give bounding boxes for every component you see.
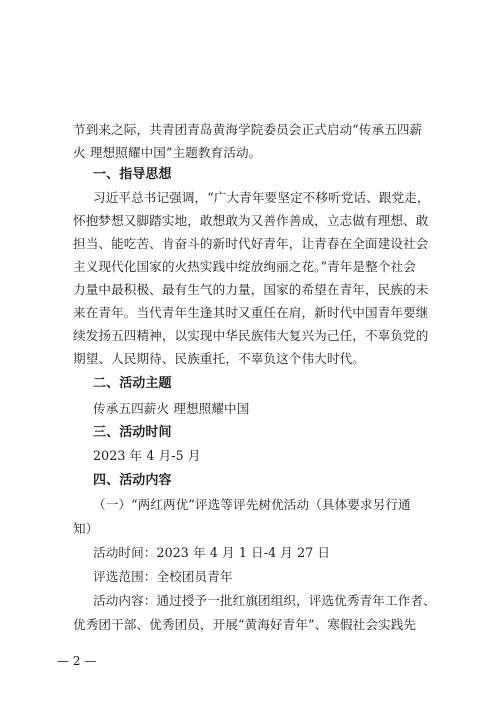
section-4-heading: 四、活动内容 xyxy=(93,473,172,488)
subsection-1-line-2: 知） xyxy=(73,521,99,536)
activity-theme-text: 传承五四薪火 理想照耀中国 xyxy=(93,401,250,416)
section-2-heading: 二、活动主题 xyxy=(93,376,172,391)
section-1-heading: 一、指导思想 xyxy=(93,167,172,182)
activity-content-line-2: 优秀团干部、优秀团员，开展“黄海好青年”、寒假社会实践先 xyxy=(73,617,417,632)
page-number: — 2 — xyxy=(57,654,97,668)
section-3-heading: 三、活动时间 xyxy=(93,425,172,440)
selection-scope-line: 评选范围：全校团员青年 xyxy=(93,569,233,584)
intro-line-2: 火 理想照耀中国”主题教育活动。 xyxy=(73,145,262,160)
section-1-line-8: 期望、人民期待、民族重托，不辜负这个伟大时代。 xyxy=(73,351,365,366)
section-1-line-2: 怀抱梦想又脚踏实地，敢想敢为又善作善成，立志做有理想、敢 xyxy=(73,213,429,228)
section-1-line-3: 担当、能吃苦、肯奋斗的新时代好青年，让青春在全面建设社会 xyxy=(73,236,429,251)
intro-line-1: 节到来之际，共青团青岛黄海学院委员会正式启动“传承五四薪 xyxy=(73,122,423,137)
activity-content-line-1: 活动内容：通过授予一批红旗团组织，评选优秀青年工作者、 xyxy=(93,593,436,608)
section-1-line-1: 习近平总书记强调，“广大青年要坚定不移听党话、跟党走， xyxy=(93,190,430,205)
section-1-line-7: 续发扬五四精神，以实现中华民族伟大复兴为己任，不辜负党的 xyxy=(73,328,429,343)
section-1-line-5: 力量中最积极、最有生气的力量，国家的希望在青年，民族的未 xyxy=(73,282,429,297)
section-1-line-4: 主义现代化国家的火热实践中绽放绚丽之花。”青年是整个社会 xyxy=(73,259,416,274)
subsection-1-line-1: （一）“两红两优”评选等评先树优活动（具体要求另行通 xyxy=(93,497,411,512)
activity-time-line: 活动时间：2023 年 4 月 1 日-4 月 27 日 xyxy=(93,545,331,560)
activity-period-text: 2023 年 4 月-5 月 xyxy=(93,448,201,463)
section-1-line-6: 来在青年。当代青年生逢其时又重任在肩，新时代中国青年要继 xyxy=(73,305,429,320)
